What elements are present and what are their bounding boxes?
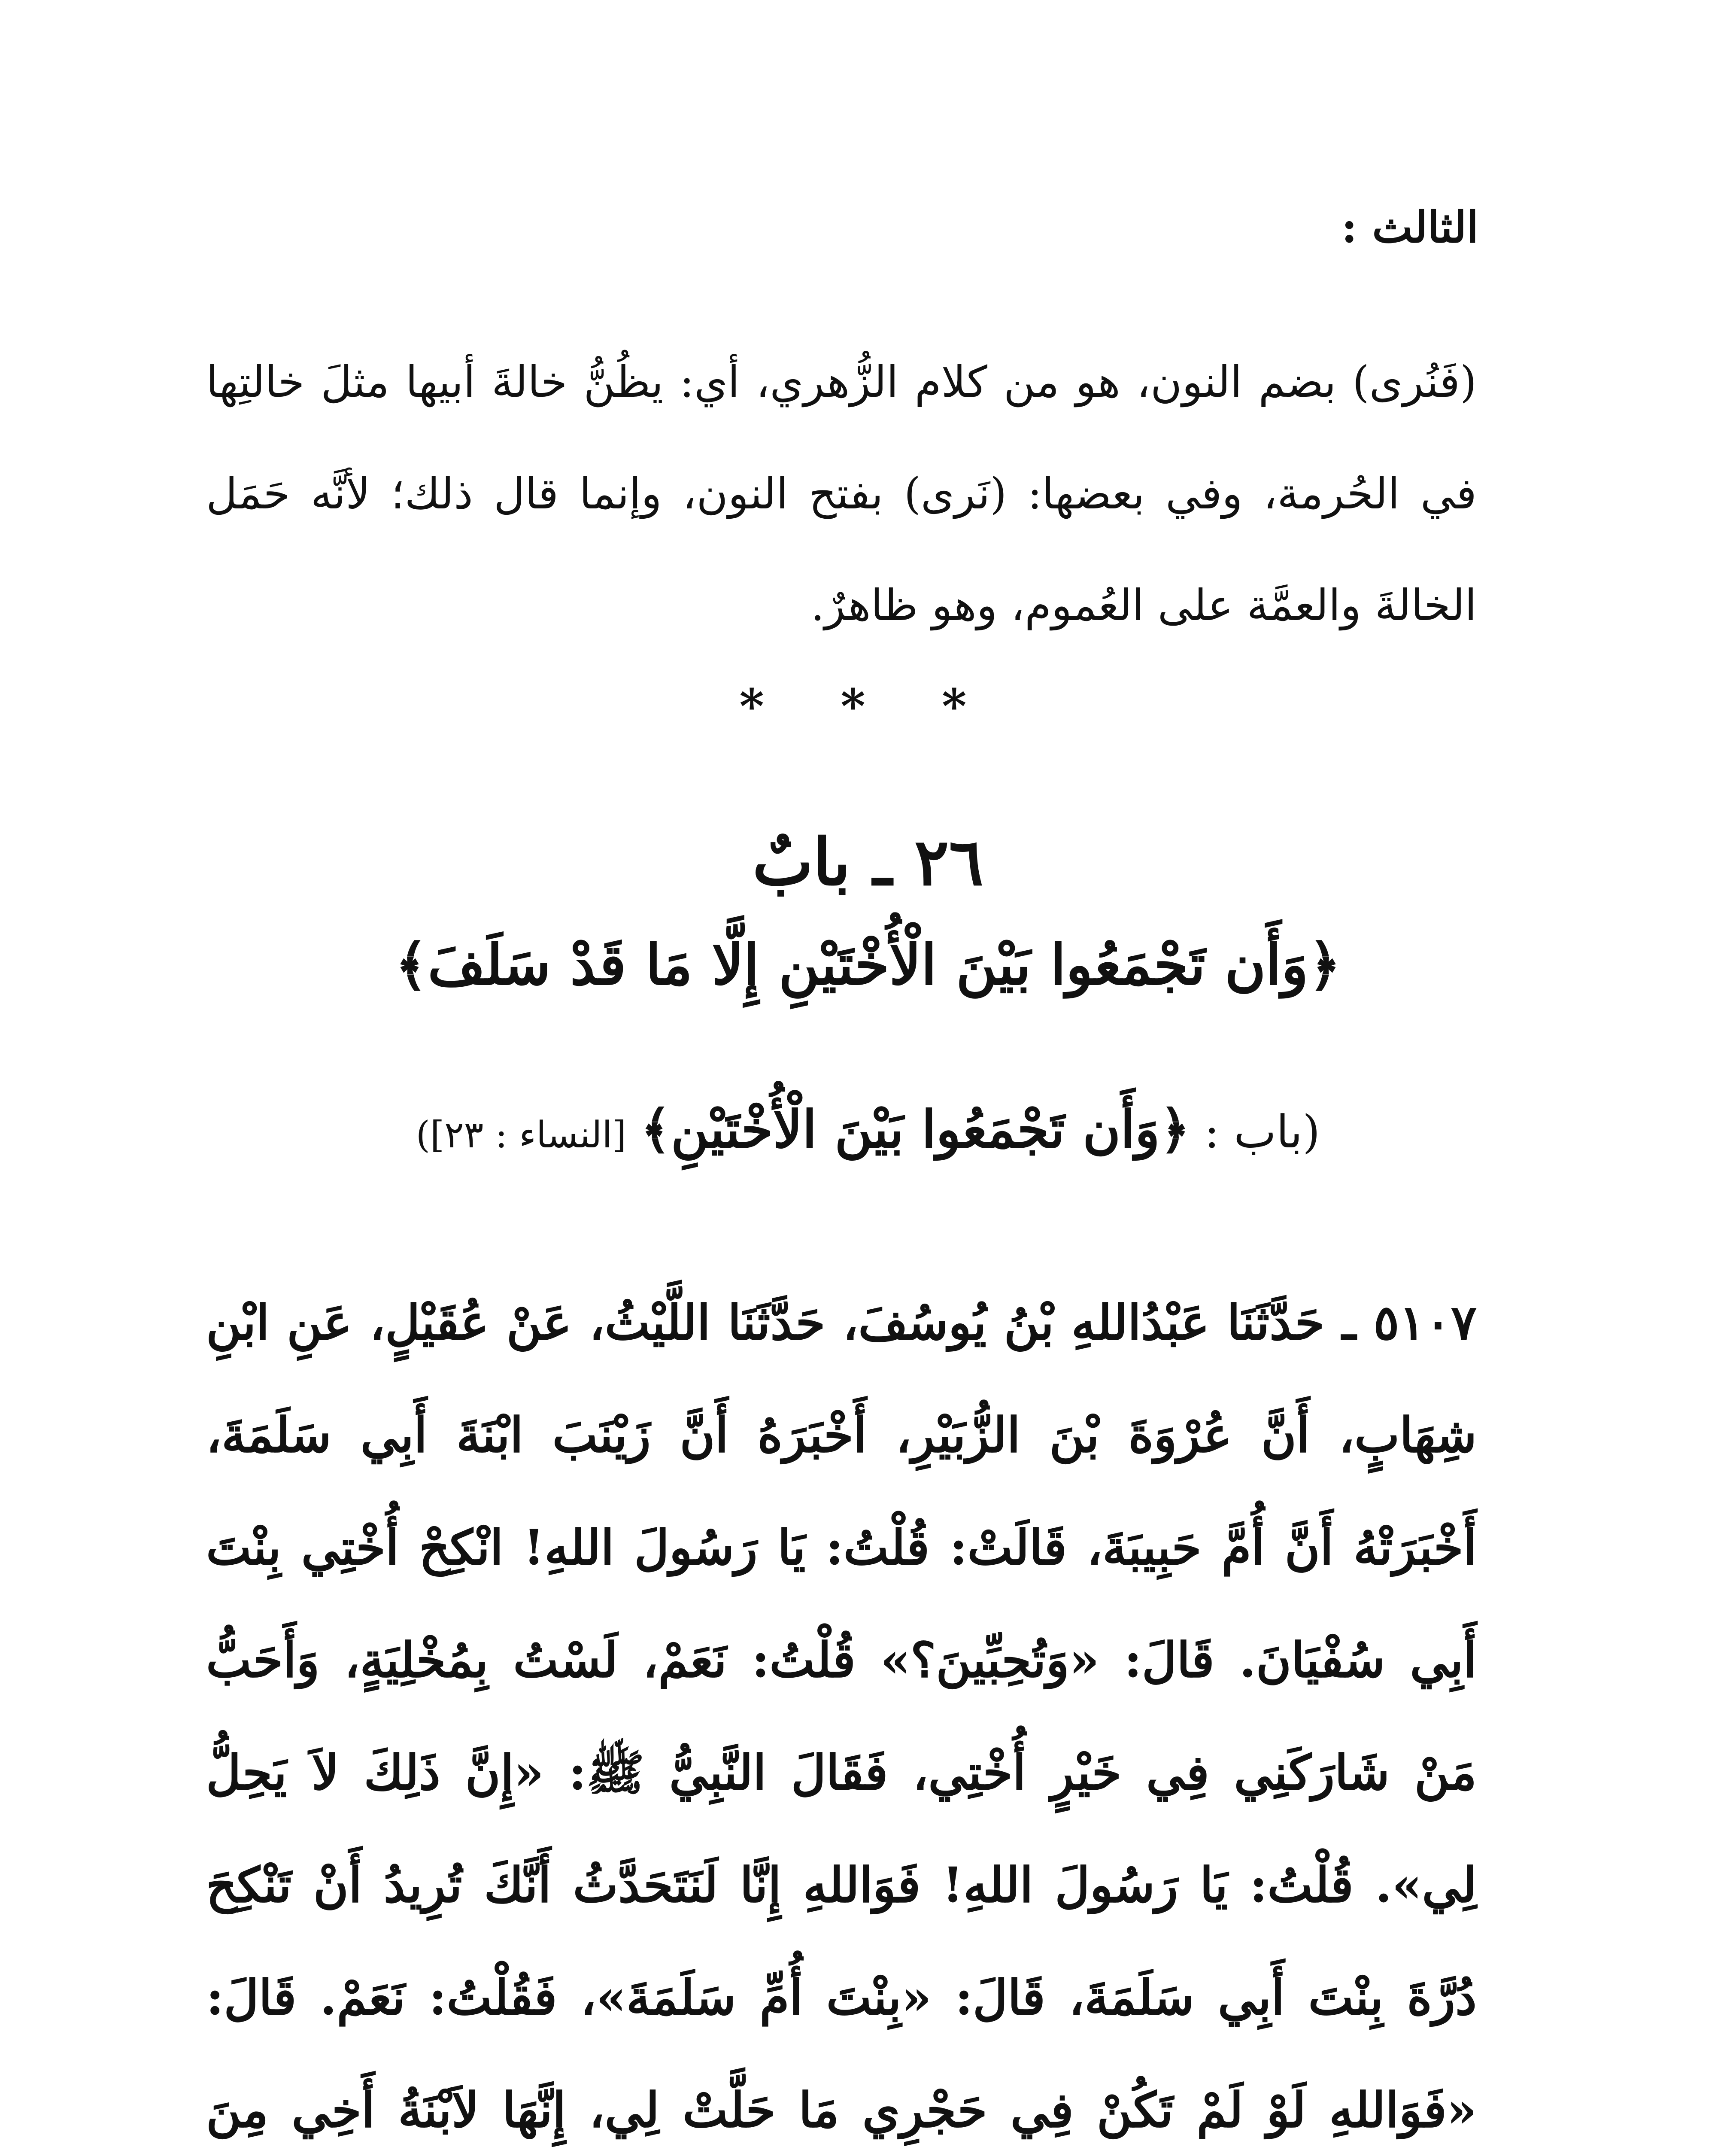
quran-reference: [النساء : ٢٣]) — [416, 1114, 627, 1156]
subheading-quran-verse: ﴿وَأَن تَجْمَعُوا بَيْنَ الْأُخْتَيْنِ﴾ — [640, 1099, 1190, 1160]
hadith-block — [206, 1267, 1477, 2147]
hadith-text: ٥١٠٧ ـ حَدَّثَنَا عَبْدُاللهِ بْنُ يُوسُفَ، حَدَّثَنَا اللَّيْثُ، عَنْ عُقَيْلٍ، عَنِ ابْنِ شِهَابٍ، أَنَّ عُرْوَةَ بْنَ الزُّبَيْرِ، أَخْبَرَهُ أَنَّ زَيْنَبَ ابْنَةَ أَبِي سَلَمَةَ، أَخْبَرَتْهُ أَنَّ أُمَّ حَبِيبَةَ، قَالَتْ: قُلْتُ: يَا رَسُولَ اللهِ! انْكِحْ أُخْتِي بِنْتَ أَبِي سُفْيَانَ. قَالَ: «وَتُحِبِّينَ؟» قُلْتُ: نَعَمْ، لَسْتُ بِمُخْلِيَةٍ، وَأَحَبُّ مَنْ شَارَكَنِي فِي خَيْرٍ أُخْتِي، فَقَالَ النَّبِيُّ ﷺ: «إِنَّ ذَلِكَ لاَ يَحِلُّ لِي». قُلْتُ: يَا رَسُولَ اللهِ! فَوَاللهِ إِنَّا لَنَتَحَدَّثُ أَنَّكَ تُرِيدُ أَنْ تَنْكِحَ دُرَّةَ بِنْتَ أَبِي سَلَمَةَ، قَالَ: «بِنْتَ أُمِّ سَلَمَةَ»، فَقُلْتُ: نَعَمْ. قَالَ: «فَوَاللهِ لَوْ لَمْ تَكُنْ فِي حَجْرِي مَا حَلَّتْ لِي، إِنَّهَا لاَبْنَةُ أَخِي مِنَ — [206, 1295, 1477, 2138]
chapter-title: ٢٦ ـ بابٌ — [752, 824, 984, 900]
section-heading-third: الثالث : — [1341, 202, 1478, 252]
chapter-subheading — [0, 1099, 1736, 1160]
commentary-text: (فَنُرى) بضم النون، هو من كلام الزُّهري، أي: يظُنُّ خالةَ أبيها مثلَ خالتِها في الحُرمة، وفي بعضها: (نَرى) بفتح النون، وإنما قال ذلك؛ لأنَّه حَمَل الخالةَ والعمَّة على العُموم، وهو ظاهرٌ. — [206, 357, 1477, 630]
quran-verse-heading: ﴿وَأَن تَجْمَعُوا بَيْنَ الْأُخْتَيْنِ إِلَّا مَا قَدْ سَلَفَ﴾ — [395, 932, 1341, 997]
section-separator: * * * — [739, 678, 997, 734]
commentary-paragraph — [206, 326, 1477, 661]
subheading-prefix: (باب : — [1204, 1106, 1320, 1158]
